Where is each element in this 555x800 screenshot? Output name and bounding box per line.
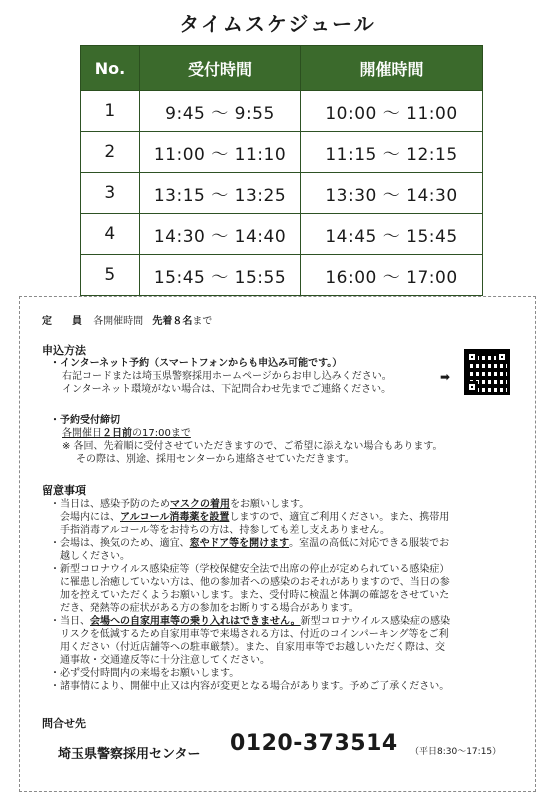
arrow-right-icon: ➡ [440,370,451,384]
note-line: 越しください。 [60,551,130,562]
note-line: リスクを低減するため自家用車等で来場される方は、付近のコインパーキング等をご利 [60,629,449,640]
table-row [81,255,483,296]
qr-finder-icon [466,351,478,363]
capacity-line [42,315,212,328]
capacity-suffix: まで [192,316,213,327]
table-header-row [81,46,483,91]
internet-line-1: 右記コードまたは埼玉県警察採用ホームページからお申し込みください。 [62,371,392,382]
deadline-note-1: ※ 各回、先着順に受付させていただきますので、ご希望に添えない場合もあります。 [62,441,443,452]
contact-center-name: 埼玉県警察採用センター [58,747,201,762]
row-no: 4 [81,214,140,255]
reception-time: 15:45 ～ 15:55 [140,255,301,296]
header-reception-time: 受付時間 [140,46,301,91]
note-line: 用ください（付近店舗等への駐車厳禁）。また、自家用車等でお越しいただく際は、交 [60,642,445,653]
page-title: タイムスケジュール [179,12,376,36]
qr-finder-icon [496,351,508,363]
note-line: 通事故・交通違反等に十分注意してください。 [60,655,270,666]
deadline-title: ・予約受付締切 [50,415,120,426]
capacity-text: 各開催時間 [93,316,144,327]
deadline-prefix: 各開催日 [62,428,102,439]
event-time: 16:00 ～ 17:00 [301,255,483,296]
notes-heading: 留意事項 [42,484,86,497]
note-line: 手指消毒アルコール等をお持ちの方は、持参しても差し支えありません。 [60,525,390,536]
reception-time: 9:45 ～ 9:55 [140,91,301,132]
row-no: 2 [81,132,140,173]
apply-heading: 申込方法 [42,344,86,357]
note-line: ・諸事情により、開催中止又は内容が変更となる場合があります。予めご了承ください。 [50,681,450,692]
row-no: 5 [81,255,140,296]
capacity-count: 先着８名 [152,316,193,327]
deadline-note-2: その際は、別途、採用センターから連絡させていただきます。 [76,454,355,465]
header-no: No. [81,46,140,91]
table-row [81,173,483,214]
internet-line-2: インターネット環境がない場合は、下記問合わせ先までご連絡ください。 [62,384,392,395]
note-line: ・当日、会場への自家用車等の乗り入れはできません。新型コロナウイルス感染症の感染 [50,616,451,627]
schedule-table [80,45,483,296]
contact-heading: 問合せ先 [42,717,86,730]
note-line: 加を控えていただくようお願いします。また、受付時に検温と体調の確認をさせていた [60,590,450,601]
table-row [81,132,483,173]
event-time: 11:15 ～ 12:15 [301,132,483,173]
event-time: 14:45 ～ 15:45 [301,214,483,255]
capacity-label: 定 員 [42,316,82,327]
qr-code-icon[interactable] [464,349,510,395]
reception-time: 14:30 ～ 14:40 [140,214,301,255]
table-row [81,91,483,132]
deadline-suffix: の17:00まで [132,428,191,439]
note-line: だき、発熱等の症状がある方の参加をお断りする場合があります。 [60,603,359,614]
header-event-time: 開催時間 [301,46,483,91]
contact-phone-number[interactable]: 0120-373514 [230,731,398,756]
event-time: 13:30 ～ 14:30 [301,173,483,214]
table-row [81,214,483,255]
event-time: 10:00 ～ 11:00 [301,91,483,132]
row-no: 3 [81,173,140,214]
note-line: ・当日は、感染予防のためマスクの着用をお願いします。 [50,499,310,510]
note-line: ・会場は、換気のため、適宜、窓やドア等を開けます。室温の高低に対応できる服装でお [50,538,450,549]
note-line: ・必ず受付時間内の来場をお願いします。 [50,668,240,679]
deadline-line [62,427,191,440]
note-line: 会場内には、アルコール消毒薬を設置しますので、適宜ご利用ください。また、携帯用 [60,512,450,523]
reception-time: 13:15 ～ 13:25 [140,173,301,214]
note-line: に罹患し治癒していない方は、他の参加者への感染のおそれがありますので、当日の参 [60,577,450,588]
note-line: ・新型コロナウイルス感染症等（学校保健安全法で出席の停止が定められている感染症） [50,564,450,575]
qr-finder-icon [466,381,478,393]
row-no: 1 [81,91,140,132]
contact-hours: （平日8:30～17:15） [410,747,502,757]
deadline-days: ２日前 [102,428,132,439]
reception-time: 11:00 ～ 11:10 [140,132,301,173]
internet-title: ・インターネット予約（スマートフォンからも申込み可能です。） [50,358,343,369]
info-box [19,296,536,792]
